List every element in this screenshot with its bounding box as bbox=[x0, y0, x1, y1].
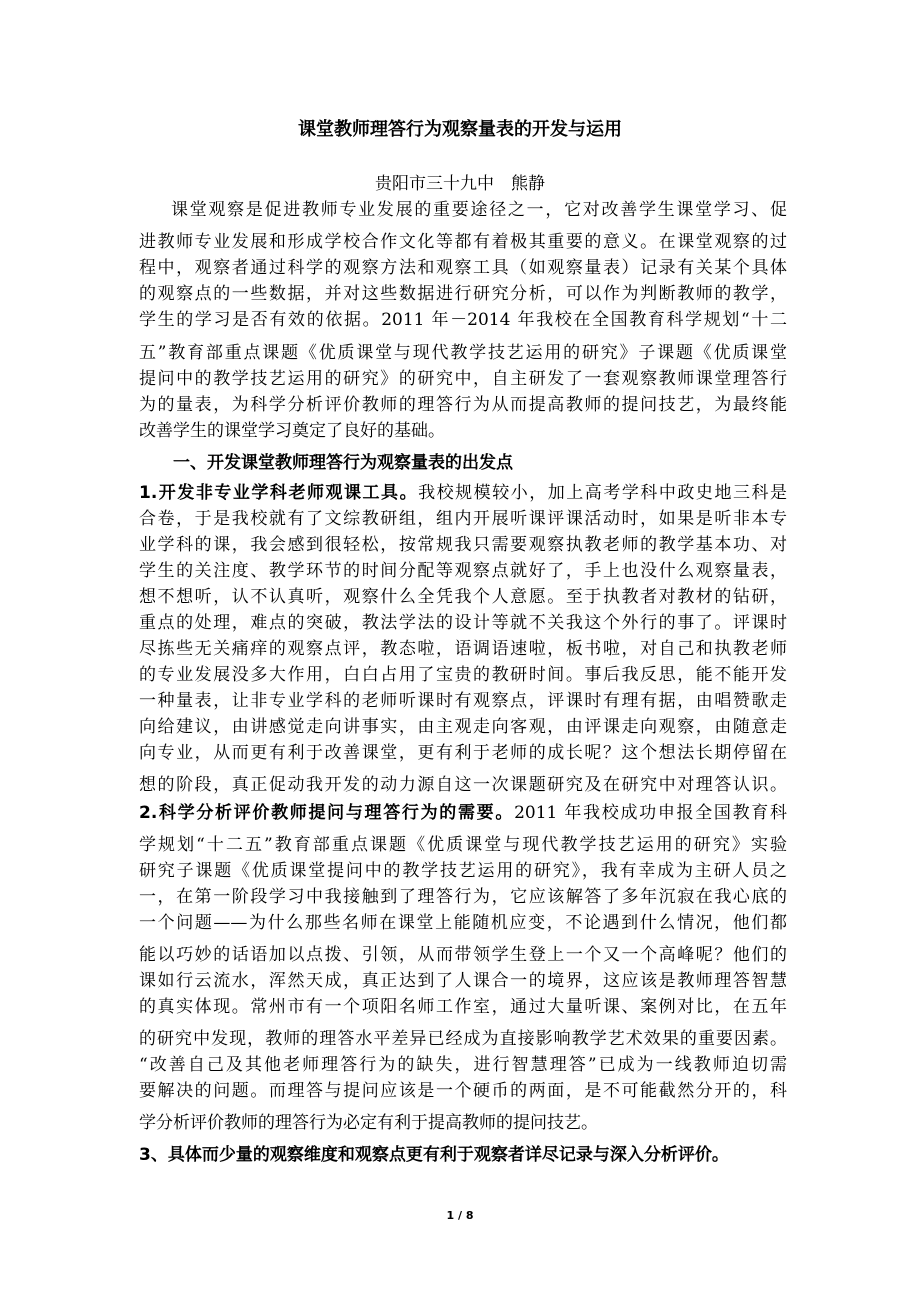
paragraph-1-lead-text: 我校规模较小，加上高考学科中政史地三科是 bbox=[418, 483, 787, 503]
paragraph-1-line: 业学科的课，我会感到很轻松，按常规我只需要观察执教老师的教学基本功、对 bbox=[139, 535, 787, 555]
paragraph-3-heading: 3、具体而少量的观察维度和观察点更有利于观察者详尽记录与深入分析评价。 bbox=[139, 1145, 729, 1165]
paragraph-2-line: 的真实体现。常州市有一个项阳名师工作室，通过大量听课、案例对比，在五年 bbox=[139, 997, 787, 1017]
author-line: 贵阳市三十九中 熊静 bbox=[375, 174, 545, 194]
document-title: 课堂教师理答行为观察量表的开发与运用 bbox=[298, 119, 622, 140]
paragraph-2-lead-text: 2011 年我校成功申报全国教育科 bbox=[514, 803, 787, 823]
intro-line: 程中，观察者通过科学的观察方法和观察工具（如观察量表）记录有关某个具体 bbox=[139, 258, 787, 278]
section-heading: 一、开发课堂教师理答行为观察量表的出发点 bbox=[173, 453, 513, 473]
intro-line: 进教师专业发展和形成学校合作文化等都有着极其重要的意义。在课堂观察的过 bbox=[139, 232, 787, 252]
paragraph-2-line: 要解决的问题。而理答与提问应该是一个硬币的两面，是不可能截然分开的，科 bbox=[139, 1081, 787, 1101]
intro-line: 提问中的教学技艺运用的研究》的研究中，自主研发了一套观察教师课堂理答行 bbox=[139, 369, 787, 389]
paragraph-2-line: 一个问题——为什么那些名师在课堂上能随机应变，不论遇到什么情况，他们都 bbox=[139, 913, 787, 933]
intro-line: 五”教育部重点课题《优质课堂与现代教学技艺运用的研究》子课题《优质课堂 bbox=[139, 343, 787, 363]
paragraph-1-line: 一种量表，让非专业学科的老师听课时有观察点，评课时有理有据，由唱赞歌走 bbox=[139, 691, 787, 711]
paragraph-1-line: 的专业发展没多大作用，白白占用了宝贵的教研时间。事后我反思，能不能开发 bbox=[139, 665, 787, 685]
paragraph-1-line: 尽拣些无关痛痒的观察点评，教态啦，语调语速啦，板书啦，对自己和执教老师 bbox=[139, 639, 787, 659]
paragraph-1-line: 重点的处理，难点的突破，教法学法的设计等就不关我这个外行的事了。评课时 bbox=[139, 613, 787, 633]
paragraph-1-line: 想的阶段，真正促动我开发的动力源自这一次课题研究及在研究中对理答认识。 bbox=[139, 775, 787, 795]
paragraph-2-first-line bbox=[139, 800, 787, 826]
paragraph-1-first-line bbox=[139, 480, 787, 506]
paragraph-2-line: 学规划“十二五”教育部重点课题《优质课堂与现代教学技艺运用的研究》实验 bbox=[139, 835, 787, 855]
paragraph-2-line: “改善自己及其他老师理答行为的缺失，进行智慧理答”已成为一线教师迫切需 bbox=[139, 1055, 787, 1075]
paragraph-2-line: 研究子课题《优质课堂提问中的教学技艺运用的研究》，我有幸成为主研人员之 bbox=[139, 861, 787, 881]
paragraph-2-line: 课如行云流水，浑然天成，真正达到了人课合一的境界，这应该是教师理答智慧 bbox=[139, 971, 787, 991]
paragraph-1-heading: 1.开发非专业学科老师观课工具。 bbox=[139, 483, 419, 503]
paragraph-2-line: 一，在第一阶段学习中我接触到了理答行为，它应该解答了多年沉寂在我心底的 bbox=[139, 887, 787, 907]
paragraph-2-heading: 2.科学分析评价教师提问与理答行为的需要。 bbox=[139, 803, 515, 823]
paragraph-2-line: 的研究中发现，教师的理答水平差异已经成为直接影响教学艺术效果的重要因素。 bbox=[139, 1029, 787, 1049]
paragraph-1-line: 学生的关注度、教学环节的时间分配等观察点就好了，手上也没什么观察量表， bbox=[139, 561, 787, 581]
paragraph-1-line: 想不想听，认不认真听，观察什么全凭我个人意愿。至于执教者对教材的钻研， bbox=[139, 587, 787, 607]
paragraph-1-line: 合卷，于是我校就有了文综教研组，组内开展听课评课活动时，如果是听非本专 bbox=[139, 509, 787, 529]
paragraph-1-line: 向给建议，由讲感觉走向讲事实，由主观走向客观，由评课走向观察，由随意走 bbox=[139, 717, 787, 737]
intro-line: 为的量表，为科学分析评价教师的理答行为从而提高教师的提问技艺，为最终能 bbox=[139, 395, 787, 415]
intro-line: 改善学生的课堂学习奠定了良好的基础。 bbox=[139, 421, 445, 441]
page-number: 1 / 8 bbox=[446, 1209, 474, 1222]
paragraph-2-line: 学分析评价教师的理答行为必定有利于提高教师的提问技艺。 bbox=[139, 1113, 598, 1133]
intro-line: 学生的学习是否有效的依据。2011 年－2014 年我校在全国教育科学规划“十二 bbox=[139, 310, 787, 330]
intro-line: 的观察点的一些数据，并对这些数据进行研究分析，可以作为判断教师的教学， bbox=[139, 284, 787, 304]
paragraph-1-line: 向专业，从而更有利于改善课堂，更有利于老师的成长呢？这个想法长期停留在 bbox=[139, 743, 787, 763]
paragraph-2-line: 能以巧妙的话语加以点拨、引领，从而带领学生登上一个又一个高峰呢？他们的 bbox=[139, 945, 787, 965]
intro-line: 课堂观察是促进教师专业发展的重要途径之一，它对改善学生课堂学习、促 bbox=[171, 200, 787, 220]
